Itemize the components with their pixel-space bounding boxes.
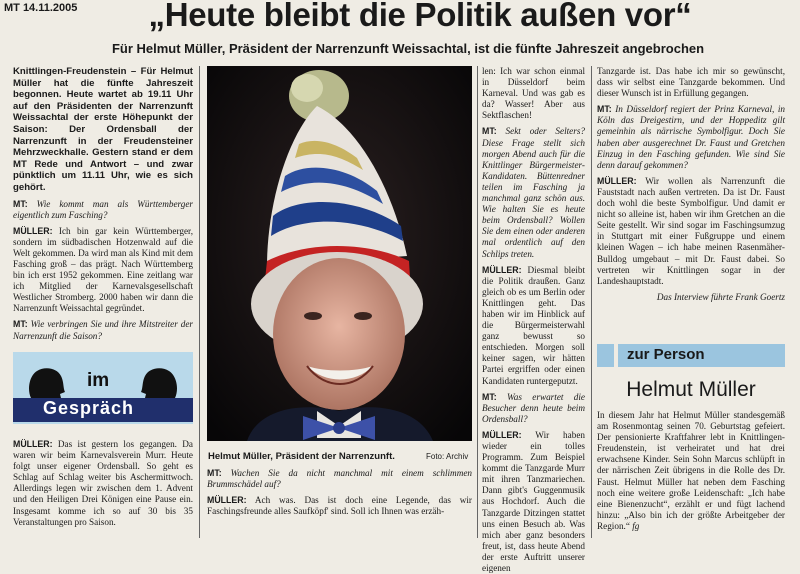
jester-portrait-icon — [207, 66, 472, 441]
question-4: MT: Sekt oder Selters? Diese Frage stellt sich morgen Abend auch für die Knittlinger Bürgermeister-Kandidaten. Büttenredner teilen im Fasching ja manchmal ganz schön aus. Wie halten Sie es heute beim Ordensball? Wollen Sie dem einen oder anderen mal ordentlich auf den Schlips treten. — [482, 126, 586, 259]
answer-6: MÜLLER: Wir wollen als Narrenzunft die Fauststadt nach außen vertreten. Da ist Dr. Faust doch wohl die beste Symbolfigur. Und damit er nicht so alleine ist, haben wir ihm Gretchen an die Seite gestellt. Wir sind sogar im Faschingsumzug in Stuttgart mit einer Fußgruppe und einem kleinen Wagen – ich habe meinen Rasenmäher-Bulldog umgebaut – mit Dr. Faust dabei. So vertreten wir Knittlingen sogar in der Landeshauptstadt. — [597, 175, 785, 286]
answer-1: MÜLLER: Ich bin gar kein Württemberger, sondern im südbadischen Hotzenwald auf die Welt gekommen. Da wird man als Kind mit dem Fasching groß – das prägt. Nach Württemberg bin ich erst 1952 gekommen. Eine zeitlang war ich Mitglied der Karnevalsgesellschaft Westlicher Stromberg. 2000 haben wir dann die Narrenzunft Weissachtal gegründet. — [13, 225, 194, 314]
photo-credit: Foto: Archiv — [426, 452, 469, 461]
answer-2: MÜLLER: Das ist gestern los gegangen. Da waren wir beim Karnevalsverein Murr. Heute folgt unser eigener Ordensball. So geht es Schlag auf Schlag weiter bis Aschermittwoch. Allerdings legen wir zwischen dem 1. Advent und den Heiligen Drei Königen eine Pause ein. Insgesamt komme ich so auf 30 bis 35 Veranstaltungen pro Saison. — [13, 439, 194, 527]
gespraech-label: Gespräch — [43, 398, 135, 418]
im-gespraech-box — [13, 352, 193, 424]
photo-caption: Helmut Müller, Präsident der Narrenzunft. — [208, 451, 395, 462]
question-2: MT: Wie verbringen Sie und ihre Mitstreiter der Narrenzunft die Saison? — [13, 319, 194, 341]
headline: „Heute bleibt die Politik außen vor“ — [148, 0, 692, 33]
col3-continuation: len: Ich war schon einmal in Düsseldorf beim Karneval. Und was gab es da? Wasser! Aber aus Sektflaschen! — [482, 66, 585, 121]
column-rule-1 — [199, 66, 200, 538]
column-2-bottom — [207, 468, 472, 540]
zur-person-label: zur Person — [627, 346, 705, 363]
bio-paragraph: In diesem Jahr hat Helmut Müller standesgemäß am Rosenmontag seinen 70. Geburtstag gefeiert. Der pensionierte Kraftfahrer lebt in Knittlingen-Freudenstein, ist verheiratet und hat drei erwachsene Kinder. Sein Sohn Marcus schlüpft in der närrischen Zeit übrigens in die Rolle des Dr. Faust. Helmut Müller hat neben dem Fasching noch eine weitere große Leidenschaft: „Ich habe eine Bienenzucht“, erzählt er und fügt lachend hinzu: „Also bin ich der größte Arbeitgeber der Region.“ fg — [597, 410, 785, 531]
lead-paragraph: Knittlingen-Freudenstein – Für Helmut Müller hat die fünfte Jahreszeit begonnen. Heute wartet ab 19.11 Uhr auf den Präsidenten der Narrenzunft Weissachtal der erste Höhepunkt der Saison: Der Ordensball der Narrenzunft in der Freudensteiner Mehrzweckhalle. Gestern stand er dem MT Rede und Antwort – und zwar pünktlich um 11.11 Uhr, wie es sich gehört. — [13, 66, 193, 193]
question-6: MT: In Düsseldorf regiert der Prinz Karneval, in Köln das Dreigestirn, und der Hoppeditz gilt gemeinhin als närrische Symbolfigur. Doch Sie haben aber ausgerechnet Dr. Faust und Gretchen Einzug in den Fasching gefunden. Wie sind Sie denn darauf gekommen? — [597, 104, 786, 170]
im-label: im — [87, 370, 110, 391]
column-1-top — [13, 66, 193, 348]
question-1: MT: Wie kommt man als Württemberger eigentlich zum Fasching? — [13, 198, 194, 220]
column-4-top — [597, 66, 785, 334]
col4-continuation: Tanzgarde ist. Das habe ich mir so gewünscht, dass wir selbst eine Tanzgarde bekommen. Und dieser Wunsch ist in Erfüllung gegangen. — [597, 66, 785, 99]
question-5: MT: Was erwartet die Besucher denn heute beim Ordensball? — [482, 391, 586, 424]
zur-person-box — [597, 344, 785, 367]
column-rule-3 — [591, 66, 592, 538]
answer-3: MÜLLER: Ach was. Das ist doch eine Legende, das wir Faschingsfreunde alles Saufköpf' sind. Soll ich Ihnen was erzäh- — [207, 495, 472, 517]
column-rule-2 — [477, 66, 478, 538]
dateline: MT 14.11.2005 — [4, 2, 78, 14]
subheadline: Für Helmut Müller, Präsident der Narrenzunft Weissachtal, ist die fünfte Jahreszeit angebrochen — [111, 41, 705, 56]
answer-5: MÜLLER: Wir haben wieder ein tolles Programm. Zum Beispiel kommt die Tanzgarde Murr mit ihren Tanzmariechen. Dann gibt's Guggenmusik aus Hochdorf. Auch die Tanzgarde Ditzingen stattet uns einen Besuch ab. Was mich aber ganz besonders freut, ist, dass heute Abend der erste Auftritt unserer eigenen — [482, 429, 585, 574]
question-3: MT: Wachen Sie da nicht manchmal mit einem schlimmen Brummschädel auf? — [207, 468, 473, 490]
zur-person-accent — [597, 344, 614, 367]
column-3 — [482, 66, 586, 574]
interview-signature: Das Interview führte Frank Goertz — [656, 291, 785, 302]
column-1-bottom — [13, 439, 193, 539]
answer-4: MÜLLER: Diesmal bleibt die Politik draußen. Ganz gleich ob es um Berlin oder Knittlingen geht. Das haben wir im Hinblick auf die Bürgermeisterwahl ganz bewusst so entschieden. Morgen soll keiner sagen, wir hätten Partei ergriffen oder einen Kandidaten runtergeputzt. — [482, 264, 585, 386]
person-name: Helmut Müller — [626, 378, 756, 401]
bio-text — [597, 410, 785, 540]
portrait-photo — [207, 66, 472, 441]
